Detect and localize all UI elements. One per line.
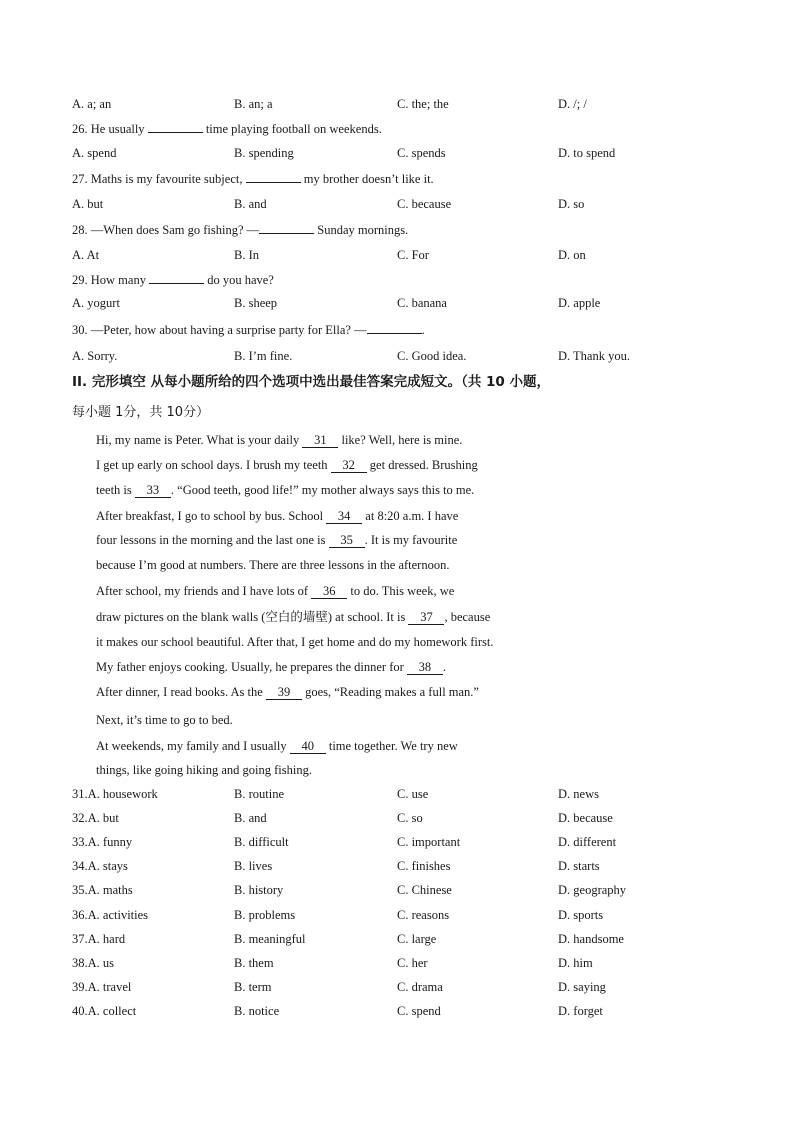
option-d: D. Thank you. — [558, 349, 630, 363]
option-b: B. notice — [234, 1004, 280, 1018]
option-d: D. on — [558, 248, 586, 262]
option-a: 34.A. stays — [72, 859, 128, 873]
q36-options — [72, 907, 732, 923]
q30-options — [72, 348, 732, 364]
option-b: B. and — [234, 197, 267, 211]
q33-options — [72, 834, 732, 850]
q29-options — [72, 295, 732, 311]
option-d: D. geography — [558, 883, 627, 897]
cloze-blank: 36 — [311, 584, 347, 599]
passage-line: My father enjoys cooking. Usually, he prepares the dinner for 38 . — [96, 660, 447, 674]
option-c: C. Good idea. — [397, 349, 467, 363]
option-a: A. yogurt — [72, 296, 120, 310]
answer-blank — [259, 221, 314, 234]
passage-line: After dinner, I read books. As the 39 goes, “Reading makes a full man.” — [96, 685, 479, 699]
passage-line: it makes our school beautiful. After that, I get home and do my homework first. — [96, 635, 494, 649]
option-b: B. history — [234, 883, 284, 897]
option-c: C. important — [397, 835, 461, 849]
cloze-blank: 37 — [408, 610, 444, 625]
option-a: A. Sorry. — [72, 349, 118, 363]
section-subtitle: 每小题 1分，共 10分） — [72, 405, 210, 420]
option-b: B. routine — [234, 787, 284, 801]
question-27: 27. Maths is my favourite subject, my brother doesn’t like it. — [72, 172, 434, 186]
option-b: B. an; a — [234, 97, 273, 111]
question-26: 26. He usually time playing football on weekends. — [72, 122, 382, 136]
option-c: C. the; the — [397, 97, 449, 111]
option-c: C. so — [397, 811, 423, 825]
q27-options — [72, 196, 732, 212]
cloze-blank: 33 — [135, 483, 171, 498]
q32-options — [72, 810, 732, 826]
option-a: 33.A. funny — [72, 835, 133, 849]
question-30: 30. —Peter, how about having a surprise party for Ella? — . — [72, 323, 425, 337]
option-b: B. term — [234, 980, 272, 994]
cloze-blank: 39 — [266, 685, 302, 700]
option-d: D. starts — [558, 859, 600, 873]
question-29: 29. How many do you have? — [72, 273, 274, 287]
option-b: B. I’m fine. — [234, 349, 293, 363]
option-a: 40.A. collect — [72, 1004, 137, 1018]
passage-line: four lessons in the morning and the last one is 35 . It is my favourite — [96, 533, 458, 547]
option-a: 32.A. but — [72, 811, 119, 825]
q34-options — [72, 858, 732, 874]
option-d: D. because — [558, 811, 613, 825]
option-a: A. but — [72, 197, 104, 211]
option-b: B. meaningful — [234, 932, 306, 946]
option-c: C. her — [397, 956, 428, 970]
q40-options — [72, 1003, 732, 1019]
q38-options — [72, 955, 732, 971]
passage-line: teeth is 33 . “Good teeth, good life!” my mother always says this to me. — [96, 483, 475, 497]
option-d: D. to spend — [558, 146, 616, 160]
option-b: B. spending — [234, 146, 294, 160]
option-c: C. finishes — [397, 859, 451, 873]
answer-blank — [246, 170, 301, 183]
cloze-blank: 38 — [407, 660, 443, 675]
passage-line: Next, it’s time to go to bed. — [96, 713, 233, 727]
option-a: A. a; an — [72, 97, 112, 111]
option-a: 39.A. travel — [72, 980, 132, 994]
option-c: C. spends — [397, 146, 446, 160]
option-b: B. sheep — [234, 296, 278, 310]
cloze-blank: 31 — [302, 433, 338, 448]
answer-blank — [367, 321, 422, 334]
q26-options — [72, 145, 732, 161]
option-c: C. reasons — [397, 908, 450, 922]
q28-options — [72, 247, 732, 263]
q25-options — [72, 96, 732, 112]
question-28: 28. —When does Sam go fishing? — Sunday mornings. — [72, 223, 409, 237]
passage-line: things, like going hiking and going fishing. — [96, 763, 312, 777]
passage-line: After school, my friends and I have lots of 36 to do. This week, we — [96, 584, 455, 598]
option-d: D. apple — [558, 296, 601, 310]
option-d: D. so — [558, 197, 585, 211]
passage-line: At weekends, my family and I usually 40 time together. We try new — [96, 739, 458, 753]
option-a: 31.A. housework — [72, 787, 158, 801]
option-d: D. news — [558, 787, 599, 801]
option-b: B. them — [234, 956, 274, 970]
q31-options — [72, 786, 732, 802]
cloze-blank: 35 — [329, 533, 365, 548]
option-c: C. use — [397, 787, 429, 801]
option-d: D. different — [558, 835, 617, 849]
option-c: C. spend — [397, 1004, 441, 1018]
q39-options — [72, 979, 732, 995]
passage-line: because I’m good at numbers. There are three lessons in the afternoon. — [96, 558, 450, 572]
option-a: 36.A. activities — [72, 908, 149, 922]
option-b: B. difficult — [234, 835, 289, 849]
option-b: B. In — [234, 248, 259, 262]
passage-line: I get up early on school days. I brush my teeth 32 get dressed. Brushing — [96, 458, 478, 472]
option-a: 37.A. hard — [72, 932, 126, 946]
option-c: C. drama — [397, 980, 443, 994]
option-d: D. /; / — [558, 97, 587, 111]
option-b: B. lives — [234, 859, 273, 873]
option-d: D. handsome — [558, 932, 624, 946]
option-b: B. problems — [234, 908, 296, 922]
passage-line: After breakfast, I go to school by bus. School 34 at 8:20 a.m. I have — [96, 509, 459, 523]
option-c: C. banana — [397, 296, 447, 310]
passage-line: Hi, my name is Peter. What is your daily 31 like? Well, here is mine. — [96, 433, 463, 447]
option-d: D. saying — [558, 980, 606, 994]
option-c: C. because — [397, 197, 452, 211]
option-d: D. forget — [558, 1004, 603, 1018]
section-title: II. 完形填空 从每小题所给的四个选项中选出最佳答案完成短文。（共 10 小题， — [72, 374, 551, 390]
answer-blank — [149, 271, 204, 284]
option-a: 35.A. maths — [72, 883, 133, 897]
option-c: C. large — [397, 932, 437, 946]
option-c: C. Chinese — [397, 883, 452, 897]
q35-options — [72, 882, 732, 898]
option-b: B. and — [234, 811, 267, 825]
option-c: C. For — [397, 248, 429, 262]
cloze-blank: 40 — [290, 739, 326, 754]
option-a: A. spend — [72, 146, 117, 160]
passage-line: draw pictures on the blank walls (空白的墙壁) at school. It is 37 , because — [96, 610, 491, 624]
cloze-blank: 34 — [326, 509, 362, 524]
q37-options — [72, 931, 732, 947]
option-a: 38.A. us — [72, 956, 115, 970]
cloze-blank: 32 — [331, 458, 367, 473]
option-a: A. At — [72, 248, 100, 262]
answer-blank — [148, 120, 203, 133]
option-d: D. him — [558, 956, 593, 970]
option-d: D. sports — [558, 908, 604, 922]
